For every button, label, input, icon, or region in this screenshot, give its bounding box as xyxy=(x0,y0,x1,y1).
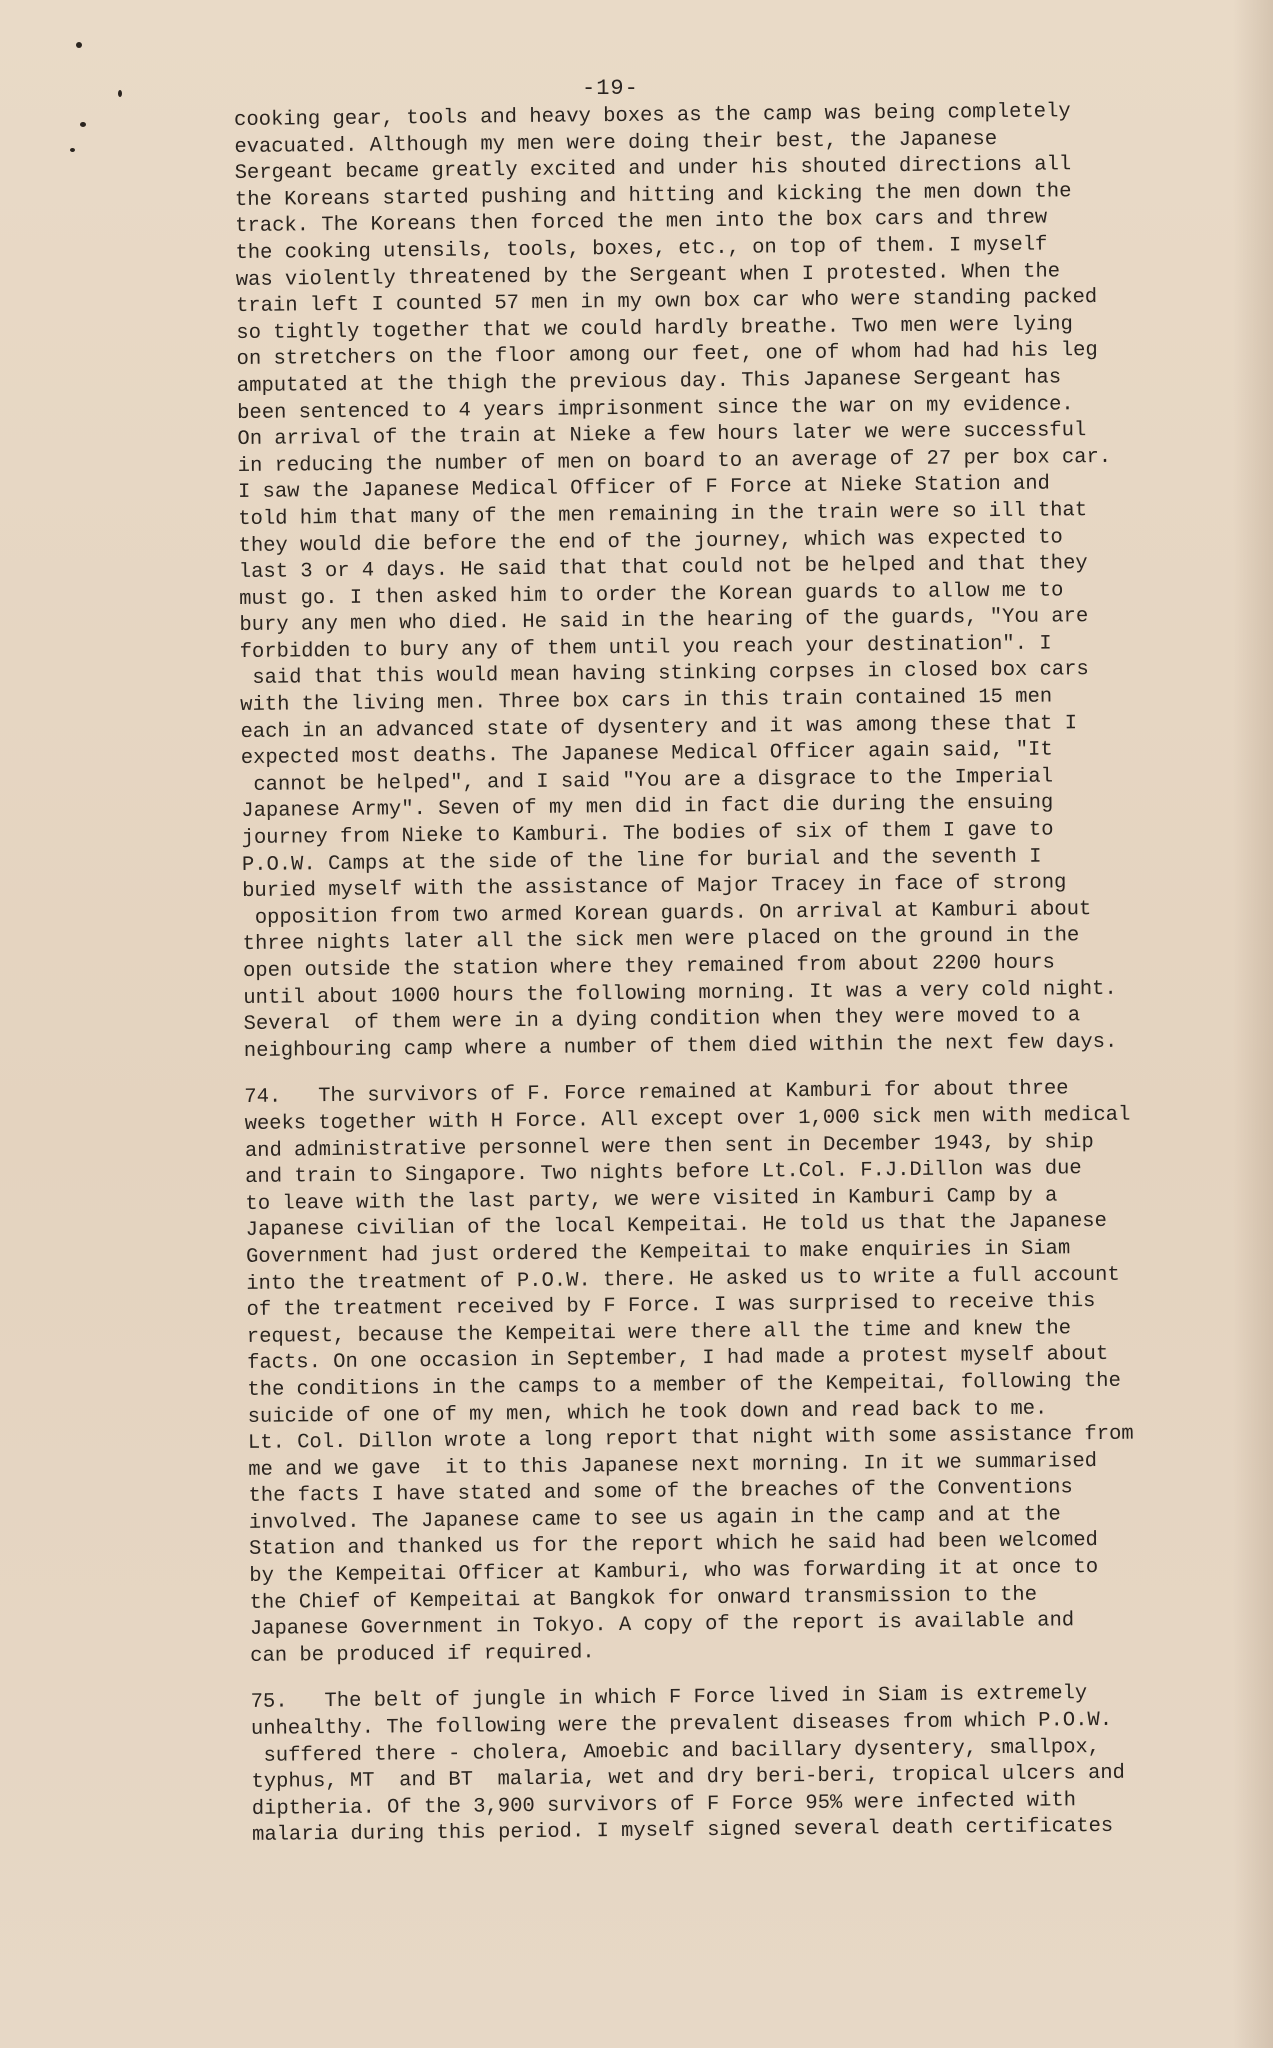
text-line: was violently threatened by the Sergeant when I protested. When the xyxy=(235,259,1061,292)
text-line: last 3 or 4 days. He said that that could not be helped and that they xyxy=(238,552,1088,585)
text-line: train left I counted 57 men in my own box car who were standing packed xyxy=(235,286,1098,319)
text-line: bury any men who died. He said in the hearing of the guards, "You are xyxy=(239,605,1089,638)
text-line: involved. The Japanese came to see us again in the camp and at the xyxy=(248,1503,1061,1535)
text-line: diptheria. Of the 3,900 survivors of F Force 95% were infected with xyxy=(251,1789,1077,1821)
text-line: Government had just ordered the Kempeitai to make enquiries in Siam xyxy=(245,1237,1071,1269)
ink-speck xyxy=(76,42,82,48)
text-line: each in an advanced state of dysentery and it was among these that I xyxy=(240,711,1078,744)
text-line: the facts I have stated and some of the breaches of the Conventions xyxy=(248,1476,1073,1509)
text-line: I saw the Japanese Medical Officer of F Force at Nieke Station and xyxy=(237,472,1051,505)
text-line: been sentenced to 4 years imprisonment since the war on my evidence. xyxy=(237,392,1074,425)
text-line: expected most deaths. The Japanese Medical Officer again said, "It xyxy=(240,738,1053,771)
text-line: 75. The belt of jungle in which F Force lived in Siam is extremely xyxy=(250,1682,1088,1715)
text-line: request, because the Kempeitai were there all the time and knew the xyxy=(246,1317,1072,1349)
page-number: -19- xyxy=(582,76,639,101)
text-line: by the Kempeitai Officer at Kamburi, who was forwarding it at once to xyxy=(249,1556,1099,1588)
paragraph-74 xyxy=(244,1075,1216,1670)
text-line: three nights later all the sick men were placed on the ground in the xyxy=(242,924,1080,957)
text-line: told him that many of the men remaining in the train were so ill that xyxy=(238,498,1088,531)
text-line: P.O.W. Camps at the side of the line for burial and the seventh I xyxy=(241,845,1042,877)
text-line: forbidden to bury any of them until you reach your destination". I xyxy=(239,632,1052,664)
document-body xyxy=(234,98,1218,1850)
text-line: me and we gave it to this Japanese next morning. In it we summarised xyxy=(248,1449,1098,1482)
text-line: weeks together with H Force. All except over 1,000 sick men with medical xyxy=(244,1103,1131,1136)
text-line: buried myself with the assistance of Major Tracey in face of strong xyxy=(242,871,1067,904)
text-line: must go. I then asked him to order the Korean guards to allow me to xyxy=(239,579,1064,611)
paper-edge-shadow xyxy=(1233,0,1273,2048)
text-line: Station and thanked us for the report which he said had been welcomed xyxy=(248,1529,1099,1562)
text-line: the Koreans started pushing and hitting and kicking the men down the xyxy=(234,180,1072,212)
text-line: said that this would mean having stinking corpses in closed box cars xyxy=(239,658,1089,691)
text-line: unhealthy. The following were the prevalent diseases from which P.O.W. xyxy=(250,1708,1113,1741)
text-line: 74. The survivors of F. Force remained at Kamburi for about three xyxy=(244,1077,1069,1110)
text-line: the Chief of Kempeitai at Bangkok for onward transmission to the xyxy=(249,1583,1038,1615)
text-line: suffered there - cholera, Amoebic and bacillary dysentery, smallpox, xyxy=(251,1735,1101,1768)
text-line: evacuated. Although my men were doing their best, the Japanese xyxy=(234,127,998,159)
text-line: the conditions in the camps to a member of the Kempeitai, following the xyxy=(247,1369,1121,1402)
text-line: cannot be helped", and I said "You are a disgrace to the Imperial xyxy=(240,765,1054,797)
text-line: into the treatment of P.O.W. there. He asked us to write a full account xyxy=(246,1263,1120,1296)
ink-speck xyxy=(70,148,75,152)
text-line: so tightly together that we could hardly breathe. Two men were lying xyxy=(236,312,1073,345)
text-line: Several of them were in a dying condition when they were moved to a xyxy=(243,1004,1081,1037)
text-line: Japanese Army". Seven of my men did in fact die during the ensuing xyxy=(241,791,1054,824)
text-line: open outside the station where they remained from about 2200 hours xyxy=(242,951,1056,983)
text-line: until about 1000 hours the following morning. It was a very cold night. xyxy=(243,977,1117,1010)
text-line: On arrival of the train at Nieke a few hours later we were successful xyxy=(237,419,1087,452)
text-line: and train to Singapore. Two nights before Lt.Col. F.J.Dillon was due xyxy=(245,1157,1082,1190)
text-line: Japanese Government in Tokyo. A copy of the report is available and xyxy=(249,1609,1075,1642)
text-line: Japanese civilian of the local Kempeitai. He told us that the Japanese xyxy=(245,1210,1107,1243)
text-line: cooking gear, tools and heavy boxes as the camp was being completely xyxy=(234,100,1071,132)
text-line: the cooking utensils, tools, boxes, etc., on top of them. I myself xyxy=(235,233,1048,265)
text-line: with the living men. Three box cars in this train contained 15 men xyxy=(240,685,1053,718)
text-line: can be produced if required. xyxy=(250,1641,595,1668)
text-line: and administrative personnel were then sent in December 1943, by ship xyxy=(244,1130,1094,1163)
ink-speck xyxy=(118,90,122,97)
text-line: Sergeant became greatly excited and under his shouted directions all xyxy=(234,153,1072,186)
text-line: malaria during this period. I myself signed several death certificates xyxy=(251,1815,1114,1848)
text-line: in reducing the number of men on board to an average of 27 per box car. xyxy=(237,445,1112,478)
text-line: amputated at the thigh the previous day. This Japanese Sergeant has xyxy=(236,366,1062,398)
ink-speck xyxy=(80,122,86,127)
text-line: of the treatment received by F Force. I was surprised to receive this xyxy=(246,1290,1096,1323)
paragraph-continuation xyxy=(234,98,1210,1065)
text-line: track. The Koreans then forced the men into the box cars and threw xyxy=(235,206,1048,239)
text-line: Lt. Col. Dillon wrote a long report that night with some assistance from xyxy=(247,1422,1134,1456)
text-line: on stretchers on the floor among our feet, one of whom had had his leg xyxy=(236,339,1098,372)
text-line: typhus, MT and BT malaria, wet and dry beri-beri, tropical ulcers and xyxy=(251,1761,1126,1795)
text-line: journey from Nieke to Kamburi. The bodies of six of them I gave to xyxy=(241,818,1054,850)
text-line: facts. On one occasion in September, I had made a protest myself about xyxy=(247,1343,1109,1376)
text-line: they would die before the end of the journey, which was expected to xyxy=(238,525,1063,558)
paragraph-75 xyxy=(251,1680,1219,1850)
text-line: neighbouring camp where a number of them died within the next few days. xyxy=(243,1030,1118,1063)
text-line: suicide of one of my men, which he took down and read back to me. xyxy=(247,1397,1048,1429)
text-line: opposition from two armed Korean guards. On arrival at Kamburi about xyxy=(242,897,1092,930)
text-line: to leave with the last party, we were visited in Kamburi Camp by a xyxy=(245,1184,1058,1216)
